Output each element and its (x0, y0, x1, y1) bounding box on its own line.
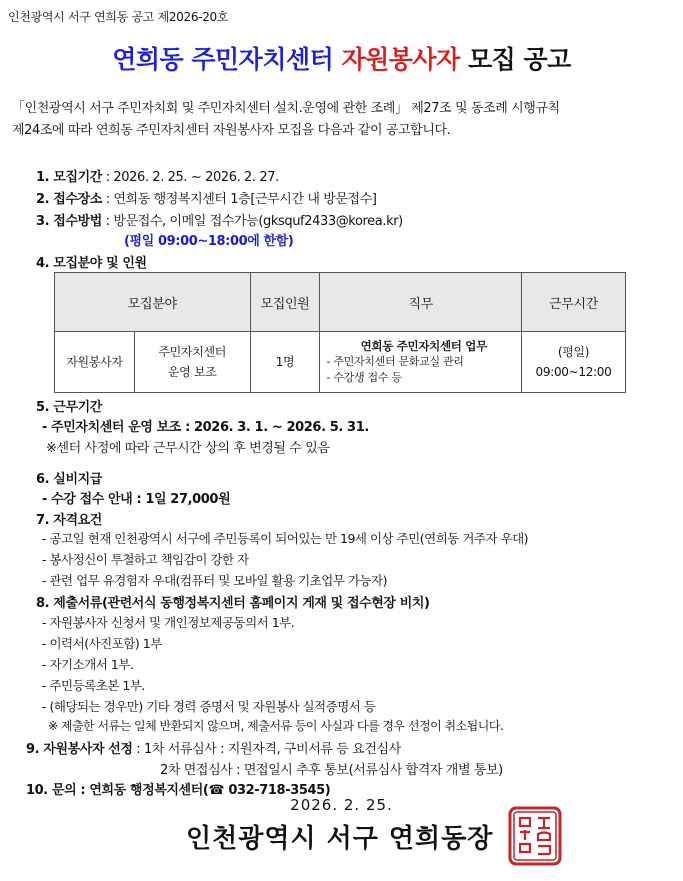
section-3-method (36, 210, 403, 229)
list-item: - 봉사정신이 투철하고 책임감이 강한 자 (42, 552, 249, 567)
duty-title: 연희동 주민자치센터 업무 (360, 339, 487, 353)
table-header: 직무 (320, 273, 522, 332)
notice-number: 인천광역시 서구 연희동 공고 제2026-20호 (8, 10, 229, 24)
intro-line-2: 제24조에 따라 연희동 주민자치센터 자원봉사자 모집을 다음과 같이 공고합니다. (12, 123, 451, 138)
table-row (55, 332, 626, 393)
section-9-line-2: 2차 면접심사 : 면접일시 추후 통보(서류심사 합격자 개별 통보) (160, 763, 503, 778)
section-6-line-1: - 수강 접수 안내 : 1일 27,000원 (42, 492, 231, 507)
section-3-value: : 방문접수, 이메일 접수가능(gksquf2433@korea.kr) (101, 214, 403, 229)
issuer-name: 인천광역시 서구 연희동장 (186, 824, 494, 854)
table-header-row (55, 273, 626, 332)
title-part-2: 자원봉사자 (341, 45, 460, 74)
intro-paragraph (12, 98, 560, 142)
list-item: - 이력서(사진포함) 1부 (42, 636, 162, 651)
list-item: - 자기소개서 1부. (42, 657, 134, 672)
section-4-label: 4. 모집분야 및 인원 (36, 256, 147, 271)
section-8-label: 8. 제출서류(관련서식 동행정복지센터 홈페이지 게재 및 접수현장 비치) (36, 596, 430, 611)
official-seal-icon (508, 806, 562, 870)
list-item: - 관련 업무 유경험자 우대(컴퓨터 및 모바일 활용 기초업무 가능자) (42, 573, 387, 588)
list-item: - 자원봉사자 신청서 및 개인정보제공동의서 1부. (42, 615, 295, 630)
field-sub-line-1: 주민자치센터 (158, 345, 227, 359)
list-item: - (해당되는 경우만) 기타 경력 증명서 및 자원봉사 실적증명서 등 (42, 699, 376, 714)
duty-line-2: - 수강생 접수 등 (326, 371, 402, 384)
section-5-note: ※센터 사정에 따라 근무시간 상의 후 변경될 수 있음 (46, 441, 330, 456)
hours-line-1: (평일) (557, 345, 590, 359)
section-1-label: 1. 모집기간 (36, 170, 102, 185)
recruitment-table (54, 272, 626, 393)
section-1-value: : 2026. 2. 25. ~ 2026. 2. 27. (101, 170, 279, 185)
table-header: 모집분야 (55, 273, 251, 332)
notice-date: 2026. 2. 25. (290, 796, 393, 814)
hours-line-2: 09:00~12:00 (535, 365, 612, 379)
table-header: 근무시간 (522, 273, 626, 332)
section-6-label: 6. 실비지급 (36, 472, 102, 487)
page-title (0, 40, 683, 76)
cell-duty (320, 332, 522, 393)
section-2-place (36, 188, 377, 207)
section-8-note: ※ 제출한 서류는 일체 반환되지 않으며, 제출서류 등이 사실과 다를 경우 선정이 취소됩니다. (48, 719, 504, 733)
title-part-3: 모집 공고 (459, 45, 571, 74)
table-header: 모집인원 (250, 273, 320, 332)
section-10-contact: 10. 문의 : 연희동 행정복지센터(☎ 032-718-3545) (26, 783, 331, 798)
section-7-label: 7. 자격요건 (36, 513, 102, 528)
section-3-note: (평일 09:00~18:00에 한함) (124, 234, 294, 249)
cell-count: 1명 (250, 332, 320, 393)
list-item: - 공고일 현재 인천광역시 서구에 주민등록이 되어있는 만 19세 이상 주민(연희동 거주자 우대) (42, 531, 529, 546)
section-2-label: 2. 접수장소 (36, 192, 102, 207)
cell-hours (522, 332, 626, 393)
title-part-1: 연희동 주민자치센터 (112, 45, 342, 74)
section-1-period (36, 166, 279, 185)
cell-field-sub (134, 332, 250, 393)
section-5-label: 5. 근무기간 (36, 400, 102, 415)
section-2-value: : 연희동 행정복지센터 1층[근무시간 내 방문접수] (101, 192, 377, 207)
section-9-label: 9. 자원봉사자 선정 (26, 742, 133, 757)
list-item: - 주민등록초본 1부. (42, 678, 145, 693)
section-9-selection (26, 738, 401, 757)
section-9-line-1: : 1차 서류심사 : 지원자격, 구비서류 등 요건심사 (132, 742, 401, 757)
intro-line-1: 「인천광역시 서구 주민자치회 및 주민자치센터 설치.운영에 관한 조례」 제27조 및 동조례 시행규칙 (12, 101, 560, 116)
section-3-label: 3. 접수방법 (36, 214, 102, 229)
cell-field-main: 자원봉사자 (55, 332, 135, 393)
section-5-line-1: - 주민자치센터 운영 보조 : 2026. 3. 1. ~ 2026. 5. 31. (42, 420, 369, 435)
field-sub-line-2: 운영 보조 (167, 365, 217, 379)
duty-line-1: - 주민자치센터 문화교실 관리 (326, 355, 464, 368)
